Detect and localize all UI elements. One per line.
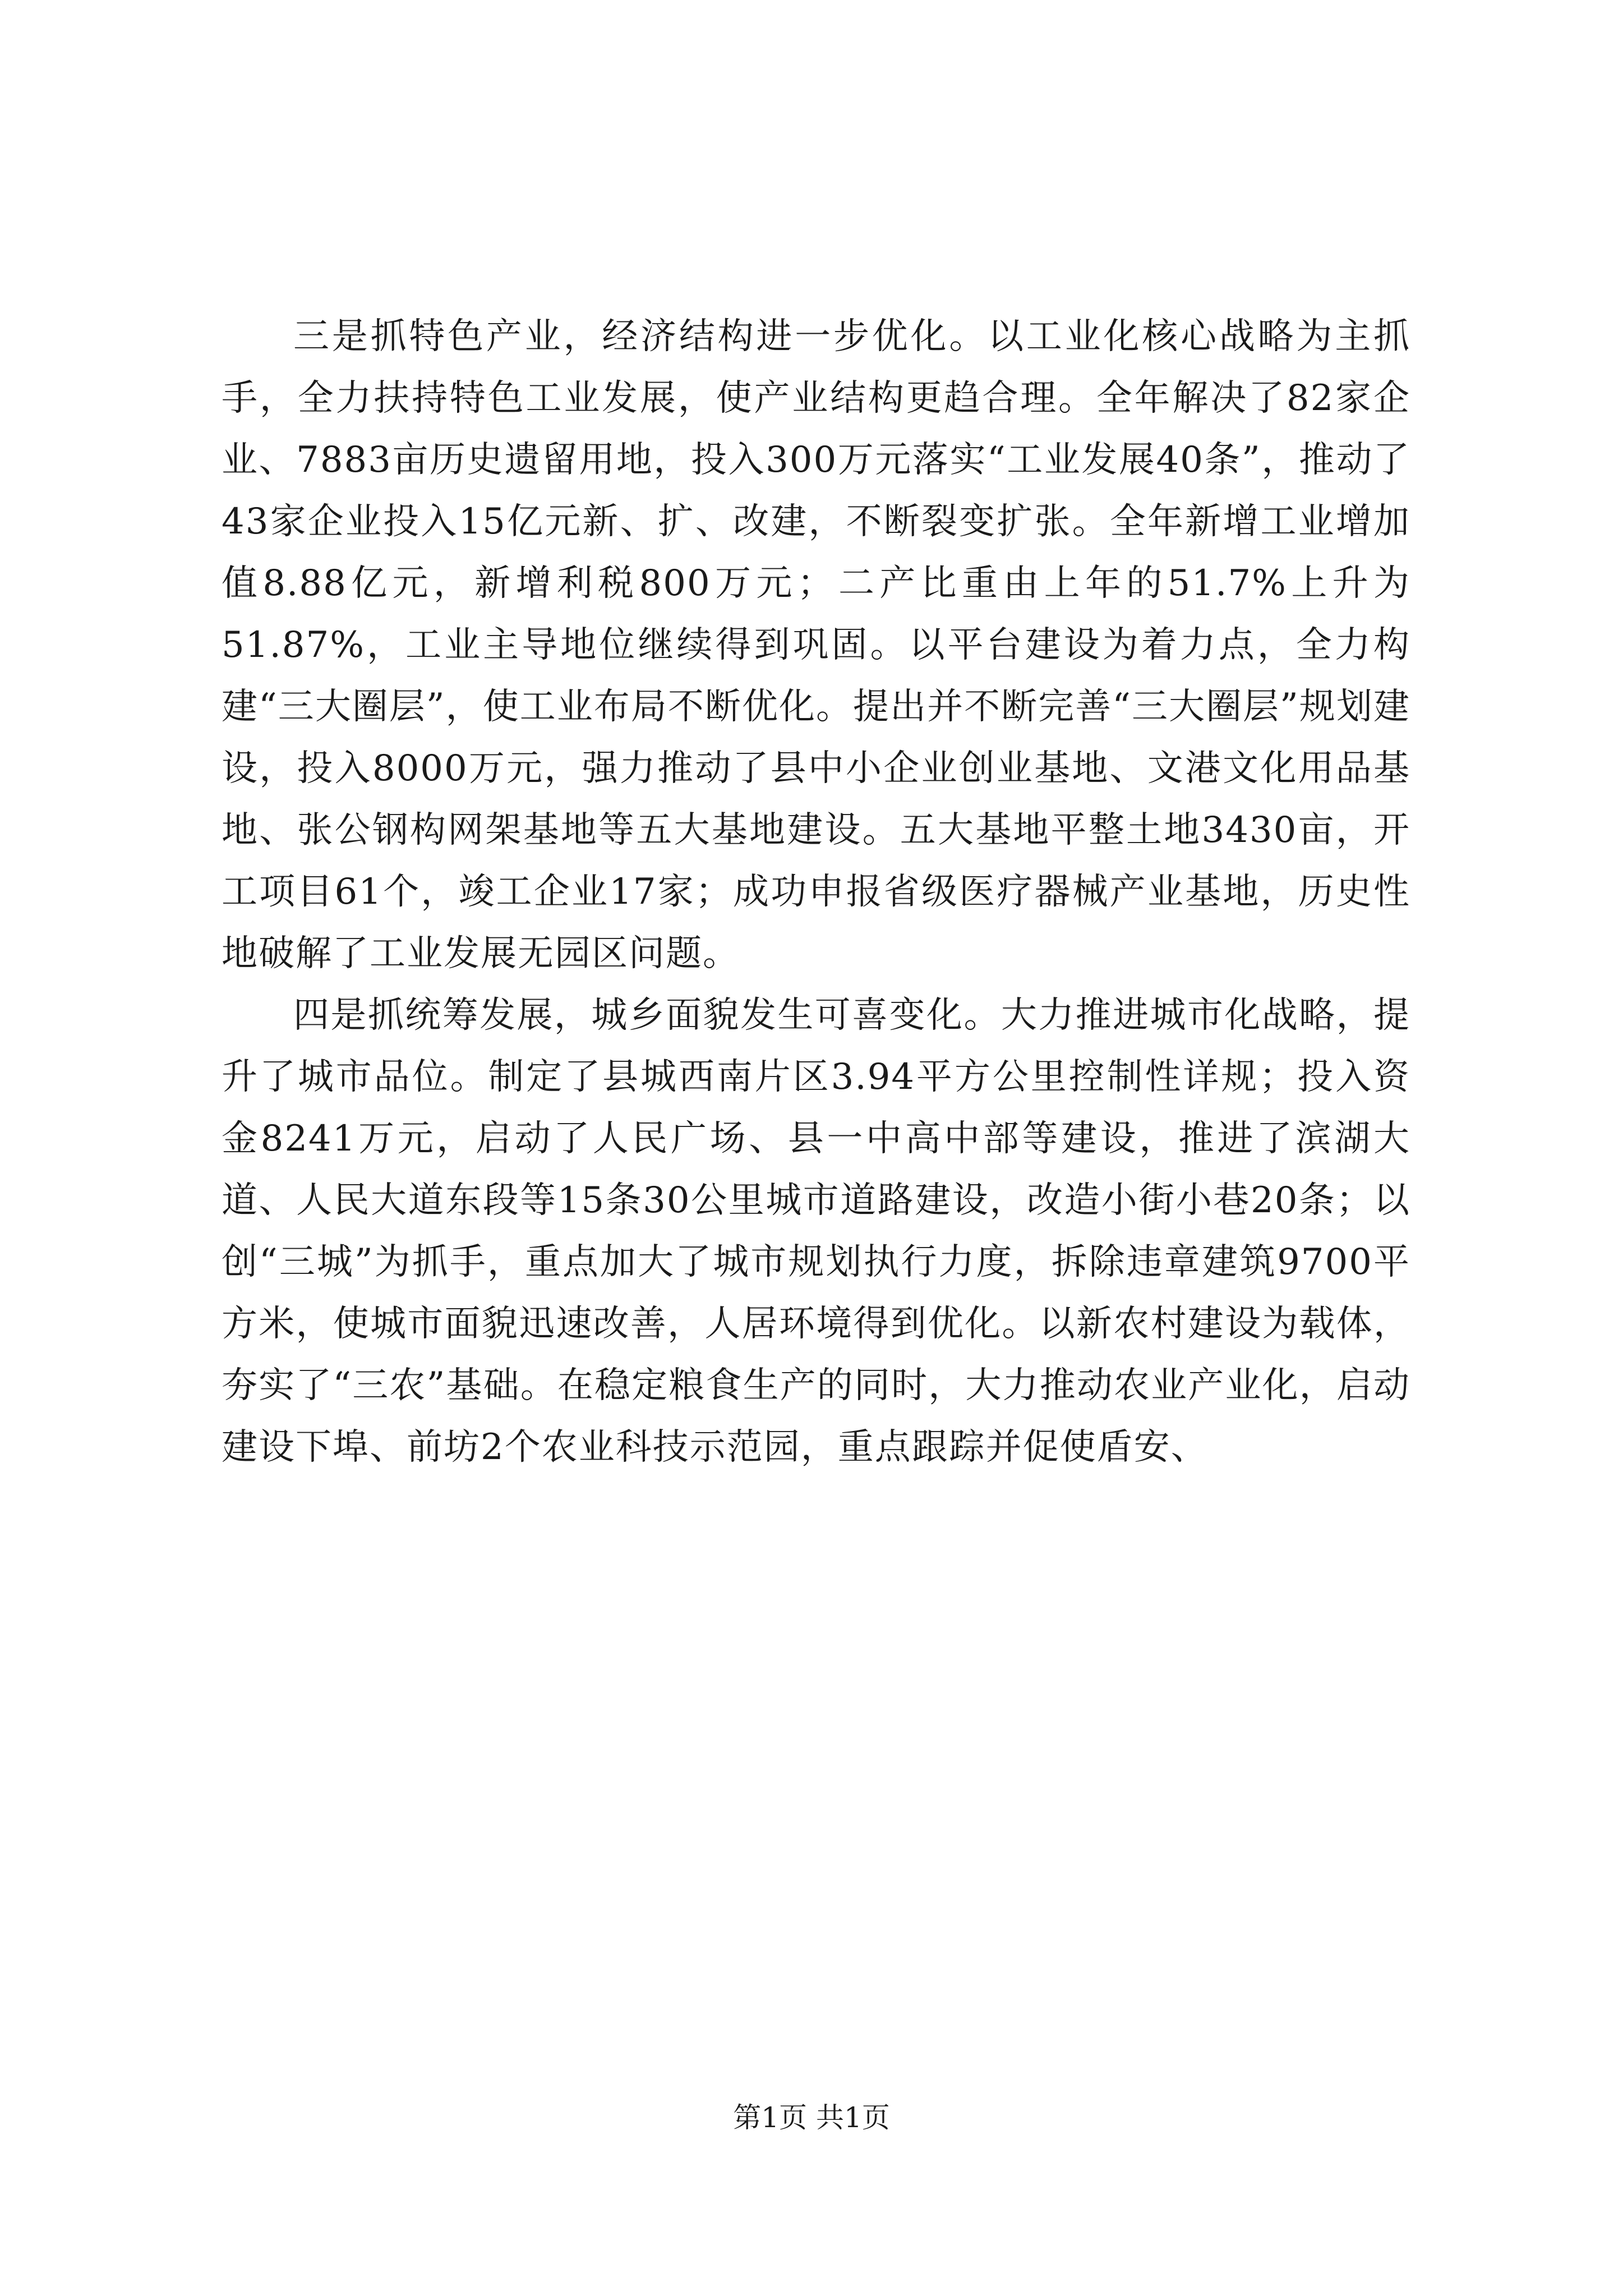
- page-number: 第1页 共1页: [733, 2101, 890, 2134]
- paragraph-urban-rural: 四是抓统筹发展，城乡面貌发生可喜变化。大力推进城市化战略，提升了城市品位。制定了县城西南片区3.94平方公里控制性详规；投入资金8241万元，启动了人民广场、县一中高中部等建设，推进了滨湖大道、人民大道东段等15条30公里城市道路建设，改造小街小巷20条；以创“三城”为抓手，重点加大了城市规划执行力度，拆除违章建筑9700平方米，使城市面貌迅速改善，人居环境得到优化。以新农村建设为载体，夯实了“三农”基础。在稳定粮食生产的同时，大力推动农业产业化，启动建设下埠、前坊2个农业科技示范园，重点跟踪并促使盾安、: [222, 995, 1410, 1468]
- page-footer: [0, 2101, 1623, 2134]
- paragraph-industry: 三是抓特色产业，经济结构进一步优化。以工业化核心战略为主抓手，全力扶持特色工业发展，使产业结构更趋合理。全年解决了82家企业、7883亩历史遗留用地，投入300万元落实“工业发展40条”，推动了43家企业投入15亿元新、扩、改建，不断裂变扩张。全年新增工业增加值8.88亿元，新增利税800万元；二产比重由上年的51.7%上升为51.87%，工业主导地位继续得到巩固。以平台建设为着力点，全力构建“三大圈层”，使工业布局不断优化。提出并不断完善“三大圈层”规划建设，投入8000万元，强力推动了县中小企业创业基地、文港文化用品基地、张公钢构网架基地等五大基地建设。五大基地平整土地3430亩，开工项目61个，竣工企业17家；成功申报省级医疗器械产业基地，历史性地破解了工业发展无园区问题。: [222, 316, 1410, 974]
- document-body: [222, 306, 1410, 1478]
